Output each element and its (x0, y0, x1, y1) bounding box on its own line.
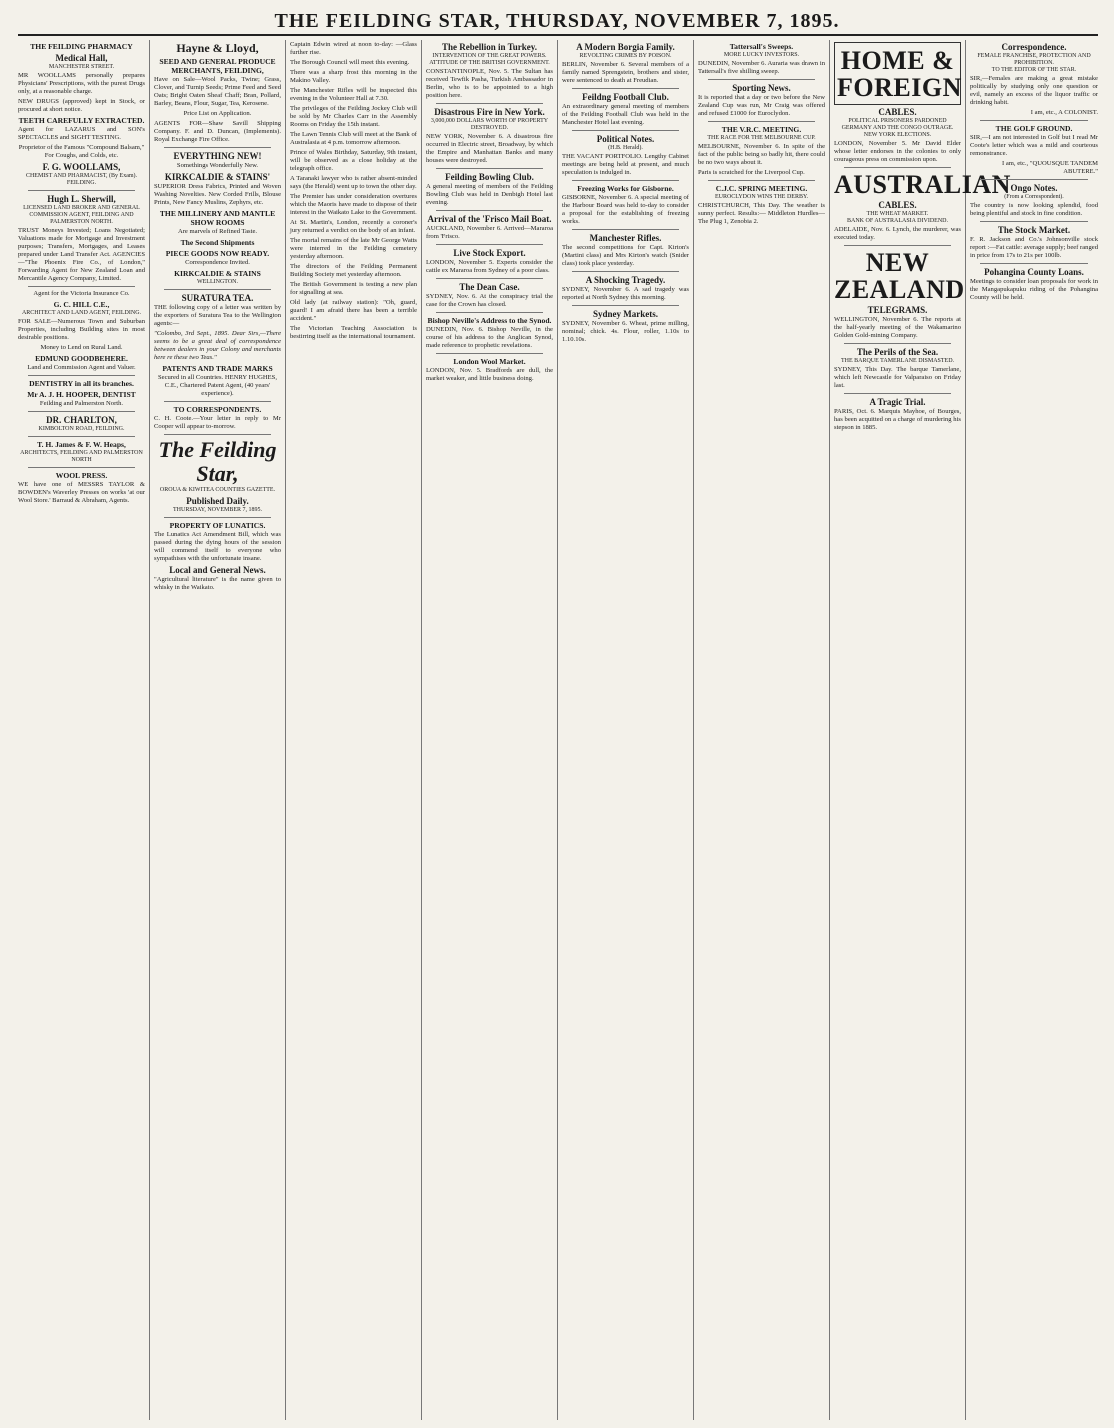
home-foreign-heading: HOME & FOREIGN (837, 46, 962, 102)
divider (436, 168, 543, 169)
tragic-trial-heading: A Tragic Trial. (869, 397, 926, 407)
live-stock-text: LONDON, November 5. Experts consider the cattle ex Mararoa from Sydney of a poor class. (426, 259, 553, 274)
lunatics-heading: PROPERTY OF LUNATICS. (169, 521, 266, 530)
pohangina-heading: Pohangina County Loans. (984, 267, 1084, 277)
architects-line: ARCHITECTS, FEILDING AND PALMERSTON NORTH (20, 450, 143, 463)
sydney-markets-text: SYDNEY, November 6. Wheat, prime milling, nominal; chick. 4s. Flour, roller, 1.10s to 1.10.10s. (562, 320, 689, 343)
suratura-intro: THE following copy of a letter was written by the exporters of Suratura Tea to the Wellington agents:— (154, 304, 281, 327)
agents-text: AGENTS FOR—Shaw Savill Shipping Company. F. and D. Duncan, (Implements). Royal Exchange Fire Office. (154, 120, 281, 143)
ongo-notes-text: The country is now looking splendid, food being plentiful and stock in fine condition. (970, 202, 1098, 217)
perils-sea-heading: The Perils of the Sea. (856, 347, 939, 357)
second-shipments-heading: The Second Shipments (180, 238, 255, 247)
wheat-market-subheading: THE WHEAT MARKET. (866, 211, 929, 217)
sherwill-heading: Hugh L. Sherwill, (47, 194, 116, 204)
divider (28, 436, 135, 437)
local-news-heading: Local and General News. (169, 565, 266, 575)
divider (980, 120, 1088, 121)
ny-fire-heading: Disastrous Fire in New York. (434, 107, 545, 117)
bank-dividend-subheading: BANK OF AUSTRALASIA DIVIDEND. (846, 218, 948, 224)
ny-fire-text: NEW YORK, November 6. A disastrous fire occurred in Electric street, Broadway, by which the Empire and Manhattan Banks and many houses were destroyed. (426, 133, 553, 164)
mail-boat-text: AUCKLAND, November 6. Arrived—Mararoa from 'Frisco. (426, 225, 553, 240)
divider (844, 393, 951, 394)
tamerlane-subheading: THE BARQUE TAMERLANE DISMASTED. (840, 358, 955, 364)
wool-market-text: LONDON, Nov. 5. Bradfords are dull, the market weaker, and little business doing. (426, 367, 553, 382)
issue-date: THURSDAY, NOVEMBER 7, 1895. (172, 507, 262, 513)
derby-text: CHRISTCHURCH, This Day. The weather is sunny perfect. Results:— Middleton Hurdles—The Plug 1, Zenobia 2. (698, 202, 825, 225)
news-item: The Victorian Teaching Association is bestirring itself as the international tournament. (290, 325, 417, 340)
hill-heading: G. C. HILL C.E., (53, 300, 110, 309)
land-agent-text: Land and Commission Agent and Valuer. (27, 364, 136, 371)
dentistry-heading: DENTISTRY in all its branches. (29, 379, 134, 388)
divider (572, 229, 679, 230)
kirkcaldie-footer-heading: KIRKCALDIE & STAINS (174, 269, 261, 278)
ongo-source: (From a Correspondent). (1004, 194, 1064, 200)
divider (980, 221, 1088, 222)
news-item: At St. Martin's, London, recently a coroner's jury returned a verdict on the body of an infant. (290, 219, 417, 234)
political-notes-source: (H.B. Herald). (608, 145, 643, 151)
ny-fire-subheading: 3,000,000 DOLLARS WORTH OF PROPERTY DESTROYED. (430, 118, 549, 131)
teeth-heading: TEETH CAREFULLY EXTRACTED. (18, 116, 145, 125)
attitude-subheading: ATTITUDE OF THE BRITISH GOVERNMENT. (429, 60, 550, 66)
divider (844, 167, 951, 168)
bishop-text: DUNEDIN, Nov. 6. Bishop Neville, in the course of his address to the Anglican Synod, made reference to prophetic revelations. (426, 326, 553, 349)
divider (708, 180, 815, 181)
rebellion-text: CONSTANTINOPLE, Nov. 5. The Sultan has received Tewfik Pasha, Turkish Ambassador in Berlin, who is to be appointed to a high position here. (426, 68, 553, 99)
everything-new-heading: EVERYTHING NEW! (173, 151, 262, 161)
correspondents-text: C. H. Coote.—Your letter in reply to Mr Cooper will appear to-morrow. (154, 415, 281, 430)
dean-case-heading: The Dean Case. (459, 282, 520, 292)
bishop-heading: Bishop Neville's Address to the Synod. (427, 316, 552, 325)
tragedy-text: SYDNEY, November 6. A sad tragedy was reported at North Sydney this morning. (562, 286, 689, 301)
column-6 (694, 40, 830, 1420)
divider (436, 312, 543, 313)
vrc-heading: THE V.R.C. MEETING. (721, 125, 802, 134)
divider (28, 411, 135, 412)
wool-press-heading: WOOL PRESS. (55, 471, 108, 480)
divider (844, 343, 951, 344)
news-item: Old lady (at railway station): "Oh, guard, guard! I am afraid there has been a terrible accident." (290, 299, 417, 322)
home-foreign-cables-heading: CABLES. (878, 107, 917, 117)
stock-market-heading: The Stock Market. (997, 225, 1071, 235)
millinery-heading: THE MILLINERY AND MANTLE SHOW ROOMS (159, 209, 276, 227)
column-4 (422, 40, 558, 1420)
news-item: There was a sharp frost this morning in the Makino Valley. (290, 69, 417, 84)
congo-subheading: GERMANY AND THE CONGO OUTRAGE. (841, 125, 954, 131)
paris-scratched-text: Paris is scratched for the Liverpool Cup. (698, 169, 805, 176)
architect-line: ARCHITECT AND LAND AGENT, FEILDING. (21, 310, 142, 316)
spectacles-text: Agent for LAZARUS and SON's SPECTACLES and SIGHT TESTING. (18, 126, 145, 141)
divider (708, 121, 815, 122)
football-text: An extraordinary general meeting of members of the Feilding Football Club was held in the Manchester Hotel last evening. (562, 103, 689, 126)
news-item: The directors of the Feilding Permanent Building Society met yesterday afternoon. (290, 263, 417, 278)
telegrams-heading: TELEGRAMS. (867, 305, 928, 315)
column-5 (558, 40, 694, 1420)
column-7 (830, 40, 1011, 1420)
tragedy-heading: A Shocking Tragedy. (585, 275, 666, 285)
home-foreign-box (834, 42, 961, 105)
melbourne-cup-text: MELBOURNE, November 6. In spite of the fact of the public being so badly hit, there could be no two ways about it. (698, 143, 825, 166)
divider (572, 180, 679, 181)
to-editor-line: TO THE EDITOR OF THE STAR. (991, 67, 1077, 73)
golf-signoff: I am, etc., "QUOUSQUE TANDEM ABUTERE." (1002, 160, 1098, 175)
ny-elections-subheading: NEW YORK ELECTIONS. (863, 132, 932, 138)
columns (14, 40, 1102, 1420)
bowling-club-heading: Feilding Bowling Club. (445, 172, 534, 182)
intervention-subheading: INTERVENTION OF THE GREAT POWERS. (432, 53, 547, 59)
divider (708, 79, 815, 80)
masthead-rule (18, 34, 1098, 36)
divider (28, 467, 135, 468)
rebellion-heading: The Rebellion in Turkey. (441, 42, 538, 52)
wellington-line: WELLINGTON. (196, 279, 239, 285)
hooper-location: Feilding and Palmerston North. (39, 400, 124, 407)
column-1 (14, 40, 150, 1420)
divider (980, 179, 1088, 180)
news-item: The privileges of the Feilding Jockey Club will be sold by Mr Charles Carr in the Assembly Rooms on Friday the 15th instant. (290, 105, 417, 128)
divider (980, 263, 1088, 264)
football-heading: Feildng Football Club. (582, 92, 669, 102)
australian-heading: AUSTRALIAN (834, 170, 1011, 199)
published-daily-heading: Published Daily. (186, 496, 249, 506)
franchise-letter: SIR,—Females are making a great mistake politically by studying only one question or evil, namely an excess of the liquor traffic or drinking habit. (970, 75, 1098, 106)
divider (164, 434, 271, 435)
divider (436, 210, 543, 211)
divider (28, 286, 135, 287)
charlton-heading: DR. CHARLTON, (46, 415, 117, 425)
feilding-star-logo: The Feilding Star, (158, 437, 277, 486)
political-notes-text: THE VACANT PORTFOLIO. Lengthy Cabinet meetings are being held at present, and much speculation is indulged in. (562, 153, 689, 176)
divider (164, 401, 271, 402)
divider (436, 244, 543, 245)
perils-sea-text: SYDNEY, This Day. The barque Tamerlane, which left Newcastle for Valparaiso on Friday last. (834, 366, 961, 389)
column-3 (286, 40, 422, 1420)
column-8 (966, 40, 1102, 1420)
franchise-signoff: I am, etc., A COLONIST. (1030, 109, 1098, 116)
news-item: The British Government is testing a new plan for signalling at sea. (290, 281, 417, 296)
patents-text: Secured in all Countries. HENRY HUGHES, C.E., Chartered Patent Agent, (40 years' experience). (158, 374, 277, 397)
local-news-text: "Agricultural literature" is the name given to whisky in the Waikato. (154, 576, 281, 591)
new-zealand-heading: NEW ZEALAND (834, 248, 965, 304)
nz-telegrams-text: WELLINGTON, November 6. The reports at the half-yearly meeting of the Wakamarino Golden Gold-mining Company. (834, 316, 961, 339)
tragic-trial-text: PARIS, Oct. 6. Marquis Mayhoe, of Bourges, has been acquitted on a charge of murdering his stepson in 1885. (834, 408, 961, 431)
column-2 (150, 40, 286, 1420)
manchester-rifles-heading: Manchester Rifles. (589, 233, 662, 243)
charlton-address: KIMBOLTON ROAD, FEILDING. (38, 426, 125, 432)
goodbehere-heading: EDMUND GOODBEHERE. (35, 354, 128, 363)
pharmacy-heading: THE FEILDING PHARMACY (30, 42, 133, 51)
hayne-lloyd-heading: Hayne & Lloyd, (176, 41, 259, 55)
news-item: A Taranaki lawyer who is rather absent-minded says (the Herald) went up to town the other day. (290, 175, 417, 190)
wool-press-text: WE have one of MESSRS TAYLOR & BOWDEN's Waverley Presses on works 'at our Wool Store.' Barraud & Abraham, Agents. (18, 481, 145, 504)
divider (572, 88, 679, 89)
stock-market-text: F. R. Jackson and Co.'s Johnsonville stock report :—Fat cattle: average supply; beef ranged in price from 17s to 21s per 100lb. (970, 236, 1098, 259)
borgia-text: BERLIN, November 6. Several members of a family named Sprengstein, brothers and sister, were sentenced to death at Freudian. (562, 61, 689, 84)
divider (164, 289, 271, 290)
sporting-heading: Sporting News. (732, 83, 791, 93)
patents-heading: PATENTS AND TRADE MARKS (162, 364, 273, 373)
superior-fabrics-text: SUPERIOR Dress Fabrics, Printed and Woven Washing Novelties. New Corded Frills, Blouse Prints, New Fancy Muslins, Zephyrs, etc. (154, 183, 281, 206)
wool-market-heading: London Wool Market. (453, 357, 526, 366)
street-line: MANCHESTER STREET. (48, 64, 115, 70)
balsam-text: Proprietor of the Famous "Compound Balsam," For Coughs, and Colds, etc. (18, 144, 145, 159)
derby-subheading: EUROCLYDON WINS THE DERBY. (714, 194, 809, 200)
australian-cables-heading: CABLES. (878, 200, 917, 210)
news-item: The Premier has under consideration overtures which the Maoris have made to dispose of their interest in the Waikato Lake to the Government. (290, 193, 417, 216)
ongo-notes-heading: Ongo Notes. (1010, 183, 1058, 193)
to-correspondents-heading: TO CORRESPONDENTS. (173, 405, 262, 414)
drugs-text: NEW DRUGS (approved) kept in Stock, or procured at short notice. (18, 98, 145, 113)
for-sale-text: FOR SALE—Numerous Town and Suburban Properties, including Building sites in most desirable positions. (18, 318, 145, 341)
news-item: The Manchester Rifles will be inspected this evening in the Volunteer Hall at 7.30. (290, 87, 417, 102)
land-broker-line: LICENSED LAND BROKER AND GENERAL COMMISSION AGENT, FEILDING AND PALMERSTON NORTH. (23, 205, 140, 225)
news-item: The Lawn Tennis Club will meet at the Bank of Australasia at 4 p.m. tomorrow afternoon. (290, 131, 417, 146)
borgia-heading: A Modern Borgia Family. (576, 42, 675, 52)
divider (164, 517, 271, 518)
woollams-heading: F. G. WOOLLAMS, (42, 162, 121, 172)
suratura-heading: SURATURA TEA. (181, 293, 254, 303)
chemist-line: CHEMIST AND PHARMACIST, (By Exam). FEILDING. (25, 173, 138, 186)
medical-hall-heading: Medical Hall, (55, 53, 108, 63)
divider (572, 305, 679, 306)
golf-ground-letter: SIR,—I am not interested in Golf but I read Mr Coote's letter which was a mild and courteous remonstrance. (970, 134, 1098, 157)
news-item: The mortal remains of the late Mr George Watts were interred in the Feilding cemetery yesterday afternoon. (290, 237, 417, 260)
dean-case-text: SYDNEY, Nov. 6. At the conspiracy trial the case for the Crown has closed. (426, 293, 553, 308)
political-notes-heading: Political Notes. (596, 134, 655, 144)
divider (572, 130, 679, 131)
masthead-title: THE FEILDING STAR, THURSDAY, NOVEMBER 7, 1895. (274, 10, 840, 32)
divider (436, 278, 543, 279)
australian-text: ADELAIDE, Nov. 6. Lynch, the murderer, was executed today. (834, 226, 961, 241)
news-item: Prince of Wales Birthday, Saturday, 9th instant, will be observed as a close holiday at the telegraph office. (290, 149, 417, 172)
political-prisoners-subheading: POLITICAL PRISONERS PARDONED (848, 118, 947, 124)
melbourne-cup-subheading: THE RACE FOR THE MELBOURNE CUP. (707, 135, 816, 141)
bowling-club-text: A general meeting of members of the Feilding Bowling Club was held in Denbigh Hotel last evening. (426, 183, 553, 206)
tattersalls-subheading: MORE LUCKY INVESTORS. (723, 52, 800, 58)
divider (436, 353, 543, 354)
divider (164, 147, 271, 148)
divider (844, 245, 951, 246)
piece-goods-heading: PIECE GOODS NOW READY. (165, 249, 270, 258)
divider (28, 375, 135, 376)
home-foreign-text: LONDON, November 5. Mr David Elder whose letter endorses in the colonies to only courageous press on commission upon. (834, 140, 961, 163)
sydney-markets-heading: Sydney Markets. (593, 309, 658, 319)
mail-boat-heading: Arrival of the 'Frisco Mail Boat. (427, 214, 552, 224)
price-list-text: Price List on Application. (183, 110, 252, 117)
gazette-subtitle: OROUA & KIWITEA COUNTIES GAZETTE. (159, 487, 276, 493)
manchester-rifles-text: The second competitions for Capt. Kirton's (Martini class) and Mrs Kirton's watch (Snider class) took place yesterday. (562, 244, 689, 267)
divider (572, 271, 679, 272)
tattersalls-heading: Tattersall's Sweeps. (729, 42, 794, 51)
refined-taste-text: Are marvels of Refined Taste. (177, 228, 258, 235)
james-heaps-heading: T. H. James & F. W. Heaps, (37, 440, 126, 449)
kirkcaldie-heading: KIRKCALDIE & STAINS' (164, 172, 271, 182)
golf-ground-heading: THE GOLF GROUND. (995, 124, 1073, 133)
lunatics-text: The Lunatics Act Amendment Bill, which was passed during the dying hours of the session will commend itself to everyone who sympathises with the unfortunate insane. (154, 531, 281, 562)
divider (436, 103, 543, 104)
tattersalls-text: DUNEDIN, November 6. Auraria was drawn in Tattersall's five shilling sweep. (698, 60, 825, 75)
freezing-works-heading: Freezing Works for Gisborne. (577, 184, 674, 193)
news-item: Captain Edwin wired at noon to-day: —Glass further rise. (290, 41, 417, 56)
cjc-heading: C.J.C. SPRING MEETING. (715, 184, 808, 193)
borgia-subheading: REVOLTING CRIMES BY POISON. (579, 53, 672, 59)
on-sale-text: Have on Sale—Wool Packs, Twine; Grass, Clover, and Turnip Seeds; Prime Feed and Seed Oats; Bright Oaten Sheaf Chaff; Bran, Pollard, Barley, Beans, Flour, Sugar, Tea, Kerosene. (154, 76, 281, 107)
seed-merchants-heading: SEED AND GENERAL PRODUCE MERCHANTS, FEILDING, (159, 57, 276, 75)
pohangina-text: Meetings to consider loan proposals for work in the Mangapukapuku riding of the Pohangina County will be held. (970, 278, 1098, 301)
sporting-text: It is reported that a day or two before the New Zealand Cup was run, Mr Craig was offered and refused £1000 for Euroclydon. (698, 94, 825, 117)
trust-moneys-text: TRUST Moneys Invested; Loans Negotiated; Valuations made for Mortgage and Investment purposes; Transfers, Mortgages, and Leases prepared under Land Transfer Act. AGENCIES—"The Phoenix Fire Co., of London," Forwarding Agent for New Zealand Loan and Mercantile Agency Company, Limited. (18, 227, 145, 282)
insurance-agent-text: Agent for the Victoria Insurance Co. (33, 290, 130, 297)
money-to-lend-text: Money to Lend on Rural Land. (40, 344, 123, 351)
news-item: The Borough Council will meet this evening. (290, 59, 410, 66)
pharmacy-text: MR WOOLLAMS personally prepares Physicians' Prescriptions, with the purest Drugs only, at a reasonable charge. (18, 72, 145, 95)
correspondence-heading: Correspondence. (1001, 42, 1067, 52)
correspondence-invited-text: Correspondence Invited. (185, 259, 250, 266)
divider (28, 190, 135, 191)
freezing-works-text: GISBORNE, November 6. A special meeting of the Harbour Board was held to-day to consider a proposal for the establishing of freezing works. (562, 194, 689, 225)
franchise-subheading: FEMALE FRANCHISE, PROTECTION AND PROHIBITION. (977, 53, 1091, 66)
live-stock-heading: Live Stock Export. (453, 248, 526, 258)
suratura-letter: "Colombo, 3rd Sept., 1895. Dear Sirs,—There seems to be a great deal of correspondence between dealers in your Colony and merchants here re these two Teas." (154, 330, 281, 361)
hooper-heading: Mr A. J. H. HOOPER, DENTIST (27, 390, 136, 399)
wonderfully-new-text: Somethings Wonderfully New. (176, 162, 259, 169)
